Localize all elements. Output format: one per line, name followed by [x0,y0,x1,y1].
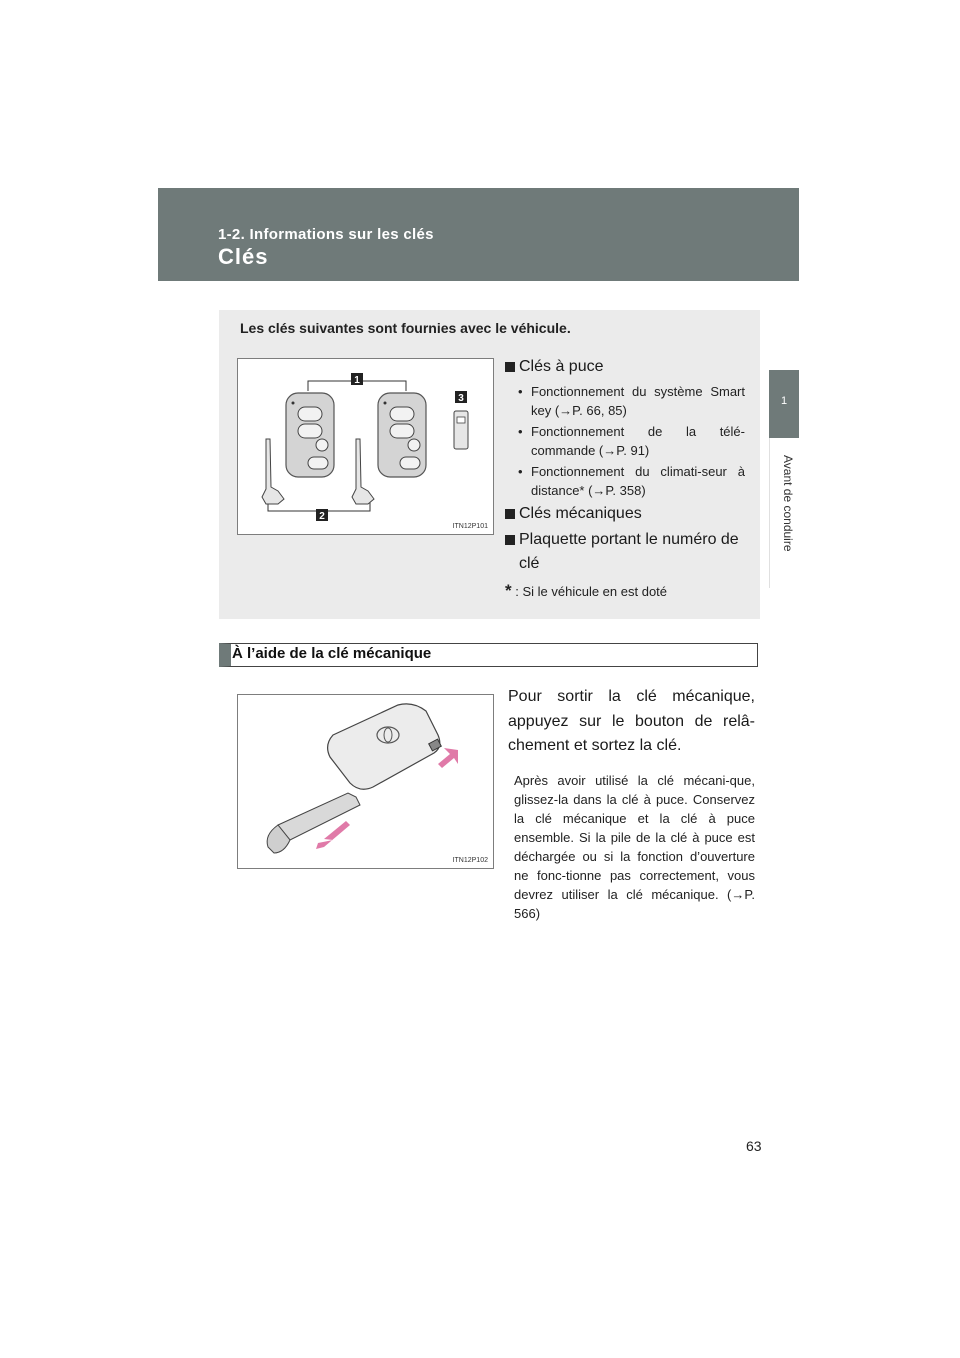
smart-key-bullets [515,382,745,500]
list-item: • Fonctionnement du climati-seur à distance* (→P. 358) [518,464,745,498]
mechanical-key-illustration [237,694,494,869]
keys-drawing [238,359,493,534]
key-list [505,355,745,601]
intro-title: Les clés suivantes sont fournies avec le véhicule. [240,320,571,336]
list-item: Plaquette portant le numéro de clé [505,528,745,576]
callout-3: 3 [458,393,464,404]
number-marker-2 [505,509,515,519]
mechanical-key-drawing [238,695,493,868]
figure-code: ITN12P101 [452,523,488,530]
chapter-header [158,188,799,281]
number-marker-3 [505,535,515,545]
subheading: À l’aide de la clé mécanique [232,645,432,662]
instruction-paragraph: Pour sortir la clé mécanique, appuyez sur le bouton de relâ-chement et sortez la clé. [508,688,755,754]
page-number: 63 [746,1138,762,1154]
mechanical-key-text [508,685,755,923]
keys-illustration [237,358,494,535]
list-item: Clés mécaniques [505,502,745,526]
list-item: • Fonctionnement de la télé-commande (→P. 91) [518,424,745,458]
page-title: Clés [218,244,269,269]
chapter-number: 1 [780,395,788,407]
footnote: * : Si le véhicule en est doté [505,581,668,600]
note-paragraph: Après avoir utilisé la clé mécani-que, glissez-la dans la clé à puce. Conservez la clé mécanique et la clé à puce ensemble. Si la pile de la clé à puce est déchargée ou si la fonction d’ouverture ne fonc-tionne pas correctement, vous devrez utiliser la clé mécanique. (→P. 566) [514,772,755,921]
number-marker-1 [505,362,515,372]
callout-1: 1 [354,375,360,386]
figure-code: ITN12P102 [452,857,488,864]
chapter-label: Avant de conduire [781,455,795,552]
section-title: 1-2. Informations sur les clés [218,226,434,243]
list-item: • Fonctionnement du système Smart key (→P. 66, 85) [518,384,745,418]
callout-2: 2 [319,511,325,522]
list-item: Clés à puce [505,355,745,379]
